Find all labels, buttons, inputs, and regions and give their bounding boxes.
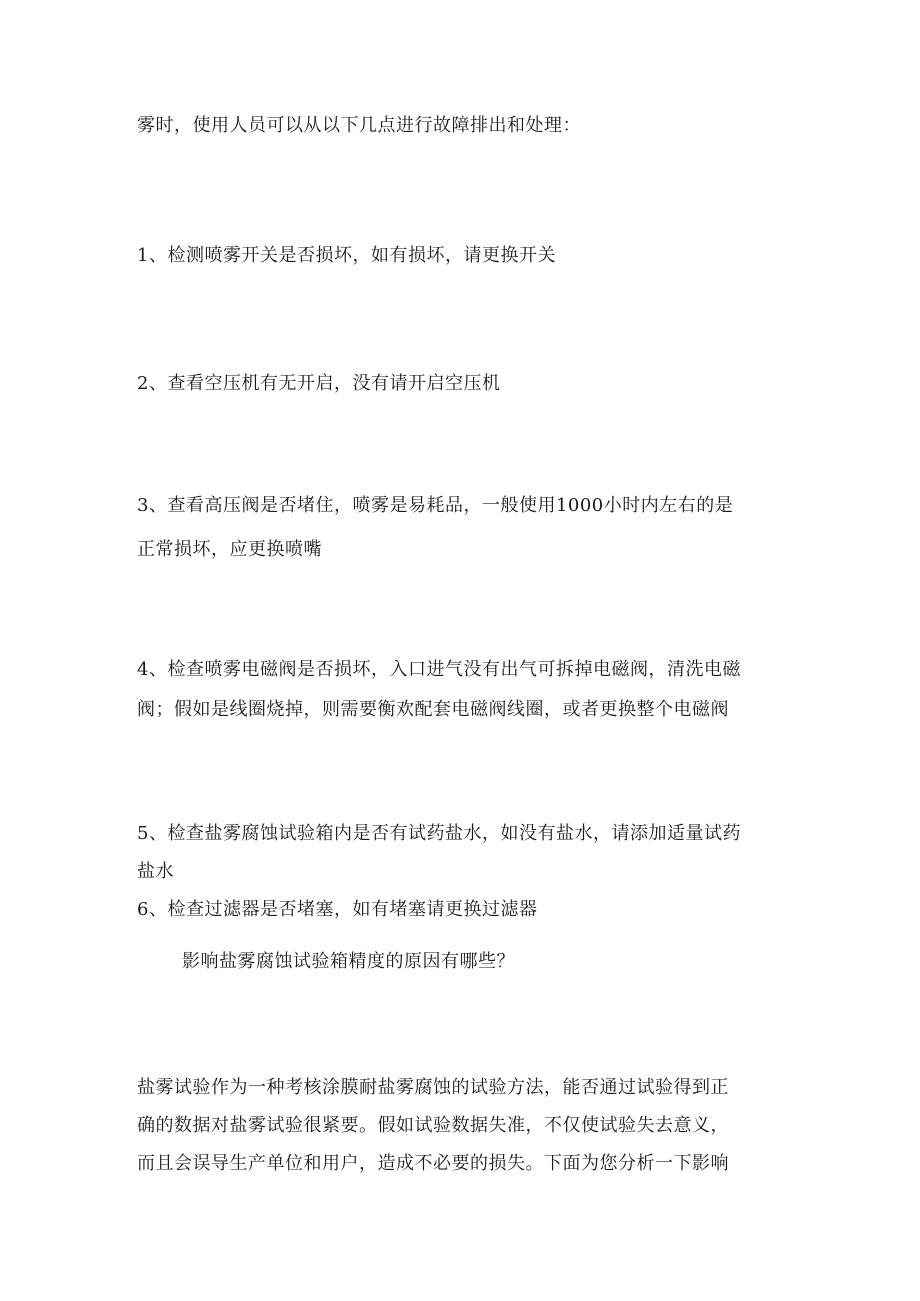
step-6: 6、检查过滤器是否堵塞，如有堵塞请更换过滤器 — [137, 899, 538, 920]
section-heading: 影响盐雾腐蚀试验箱精度的原因有哪些？ — [182, 951, 515, 972]
paragraph-line-3: 而且会误导生产单位和用户，造成不必要的损失。下面为您分析一下影响 — [137, 1153, 729, 1174]
step-5-line-1: 5、检查盐雾腐蚀试验箱内是否有试药盐水，如没有盐水，请添加适量试药 — [137, 823, 741, 844]
paragraph-line-2: 确的数据对盐雾试验很紧要。假如试验数据失准，不仅使试验失去意义， — [137, 1115, 729, 1136]
step-5-line-2: 盐水 — [137, 861, 174, 882]
step-1: 1、检测喷雾开关是否损坏，如有损坏，请更换开关 — [137, 245, 556, 266]
intro-line: 雾时，使用人员可以从以下几点进行故障排出和处理： — [137, 115, 581, 136]
step-2: 2、查看空压机有无开启，没有请开启空压机 — [137, 373, 501, 394]
step-3-line-1: 3、查看高压阀是否堵住，喷雾是易耗品，一般使用1000小时内左右的是 — [137, 495, 734, 516]
step-4-line-1: 4、检查喷雾电磁阀是否损坏，入口进气没有出气可拆掉电磁阀，清洗电磁 — [137, 659, 741, 680]
paragraph-line-1: 盐雾试验作为一种考核涂膜耐盐雾腐蚀的试验方法，能否通过试验得到正 — [137, 1077, 729, 1098]
step-4-line-2: 阀；假如是线圈烧掉，则需要衡欢配套电磁阀线圈，或者更换整个电磁阀 — [137, 699, 729, 720]
step-3-line-2: 正常损坏，应更换喷嘴 — [137, 539, 322, 560]
